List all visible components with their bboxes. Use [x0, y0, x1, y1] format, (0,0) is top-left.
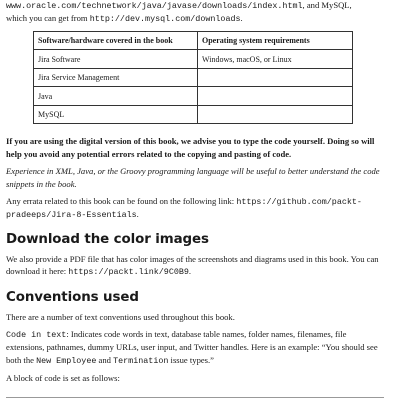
table-cell: Jira Service Management — [34, 68, 198, 87]
table-row — [34, 50, 353, 69]
download-text: We also provide a PDF file that has color images of the screenshots and diagrams used in this book. You can download it here: — [6, 253, 379, 277]
digital-version-note: If you are using the digital version of this book, we advise you to type the code yourself. Doing so will help you avoid any potential errors related to the copying and pasting of code. — [6, 136, 375, 159]
download-paragraph — [6, 253, 384, 279]
table-cell: Java — [34, 87, 198, 106]
download-heading: Download the color images — [6, 231, 209, 247]
intro-paragraph — [6, 0, 384, 26]
requirements-table — [33, 31, 353, 125]
table-cell: MySQL — [34, 105, 198, 124]
block-code-intro: A block of code is set as follows: — [6, 373, 120, 384]
table-header-cell: Software/hardware covered in the book — [34, 31, 198, 50]
table-cell — [198, 105, 353, 124]
code-block-top-rule — [6, 397, 384, 398]
mysql-download-url[interactable]: http://dev.mysql.com/downloads — [89, 14, 241, 25]
intro-text: which you can get from — [6, 13, 90, 24]
table-header-row — [34, 31, 353, 50]
code-in-text-paragraph — [6, 328, 384, 367]
intro-text: . — [240, 13, 243, 24]
table-row — [34, 87, 353, 106]
conventions-intro: There are a number of text conventions used throughout this book. — [6, 311, 235, 322]
example-code-termination: Termination — [113, 355, 169, 366]
errata-paragraph — [6, 195, 384, 222]
example-text: and — [96, 354, 114, 365]
table-cell — [198, 87, 353, 106]
download-text: . — [188, 266, 192, 277]
code-in-text-desc: : Indicates code words in text, database table names, folder names, filenames, file extensions, pathnames, dummy URLs, user input, and Twitter handles. Here is an example: “You should see both the — [6, 328, 378, 365]
experience-note: Experience in XML, Java, or the Groovy programming language will be useful to better understand the code snippets in the book. — [6, 166, 380, 189]
table-cell — [198, 68, 353, 87]
table-row — [34, 68, 353, 87]
errata-link[interactable]: https://github.com/packt-pradeeps/Jira-8-Essentials — [6, 196, 362, 221]
conventions-heading: Conventions used — [6, 289, 139, 305]
table-header-cell: Operating system requirements — [198, 31, 353, 50]
code-in-text-label: Code in text — [6, 329, 67, 340]
table-row — [34, 105, 353, 124]
errata-text: . — [136, 209, 139, 220]
example-text: issue types.” — [168, 354, 214, 365]
table-cell: Windows, macOS, or Linux — [198, 50, 353, 69]
java-download-url[interactable]: www.oracle.com/technetwork/java/javase/downloads/index.html — [6, 1, 303, 11]
errata-text: Any errata related to this book can be found on the following link: — [6, 195, 237, 206]
color-images-link[interactable]: https://packt.link/9C0B9 — [68, 267, 189, 278]
intro-text: , and MySQL, — [302, 0, 352, 10]
example-code-new-employee: New Employee — [36, 355, 97, 366]
table-cell: Jira Software — [34, 50, 198, 69]
